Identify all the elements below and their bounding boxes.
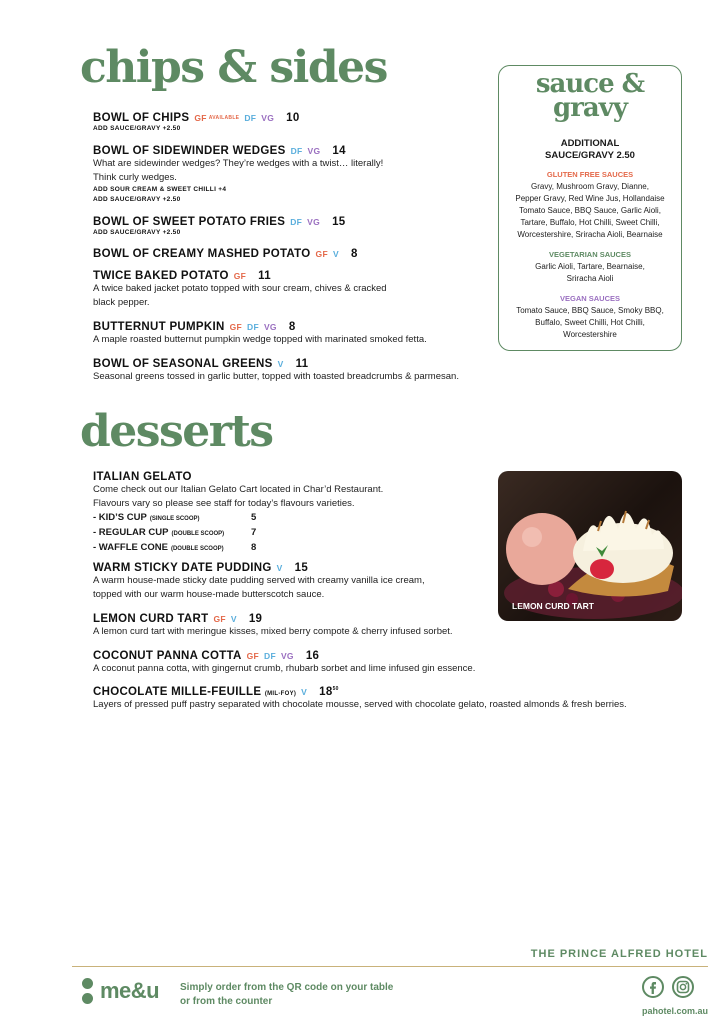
gelato-option: [93, 526, 493, 541]
side-item-chips: [93, 112, 493, 134]
item-title: COCONUT PANNA COTTA: [93, 650, 242, 662]
v-tag: V: [230, 614, 237, 624]
price-cents: 50: [332, 686, 339, 693]
item-title: BOWL OF SEASONAL GREENS: [93, 358, 273, 370]
dessert-item-panna-cotta: [93, 650, 533, 676]
desserts-heading: desserts: [80, 406, 273, 457]
option-note: (DOUBLE SCOOP): [170, 546, 224, 552]
available-note: AVAILABLE: [208, 114, 240, 121]
item-description: Come check out our Italian Gelato Cart located in Char’d Restaurant.: [93, 484, 384, 495]
website-link[interactable]: pahotel.com.au: [641, 1006, 708, 1016]
option-label: - WAFFLE CONE: [93, 542, 168, 553]
option-label: - REGULAR CUP: [93, 527, 169, 538]
item-addon: ADD SAUCE/GRAVY +2.50: [93, 196, 181, 203]
item-title: CHOCOLATE MILLE-FEUILLE: [93, 686, 262, 698]
sauce-title-line: gravy: [553, 93, 627, 123]
gf-tag: GF: [194, 113, 207, 123]
side-item-wedges: [93, 145, 493, 205]
option-price: 7: [251, 527, 257, 538]
item-price: 18: [319, 686, 333, 698]
item-description: A maple roasted butternut pumpkin wedge topped with marinated smoked fetta.: [93, 334, 427, 345]
df-tag: DF: [244, 113, 257, 123]
option-note: (SINGLE SCOOP): [149, 516, 200, 522]
item-price: 8: [350, 248, 358, 260]
vg-tag: VG: [263, 322, 277, 332]
item-title: TWICE BAKED POTATO: [93, 270, 229, 282]
option-note: (DOUBLE SCOOP): [171, 531, 225, 537]
gluten-free-sauces-list: [505, 181, 675, 241]
v-tag: V: [301, 687, 308, 697]
item-addon: ADD SAUCE/GRAVY +2.50: [93, 125, 181, 132]
item-description: Flavours vary so please see staff for today’s flavours varieties.: [93, 498, 355, 509]
item-description: A lemon curd tart with meringue kisses, mixed berry compote & cherry infused sorbet.: [93, 626, 453, 637]
side-item-butternut: [93, 321, 493, 347]
df-tag: DF: [290, 146, 303, 156]
vg-tag: VG: [261, 113, 275, 123]
item-title: BUTTERNUT PUMPKIN: [93, 321, 225, 333]
item-price: 16: [305, 650, 320, 662]
item-title: BOWL OF SIDEWINDER WEDGES: [93, 145, 286, 157]
df-tag: DF: [264, 651, 276, 661]
item-title: BOWL OF CREAMY MASHED POTATO: [93, 248, 311, 260]
additional-sauce-price: [499, 138, 681, 162]
footer-divider: [72, 966, 708, 967]
sauce-line: Tartare, Buffalo, Hot Chilli, Sweet Chilli,: [520, 218, 660, 227]
v-tag: V: [277, 359, 284, 369]
meandu-logo: [82, 976, 159, 1006]
item-price: 15: [332, 216, 346, 228]
vg-tag: VG: [280, 651, 294, 661]
item-title: ITALIAN GELATO: [93, 471, 192, 483]
item-title: BOWL OF CHIPS: [93, 112, 190, 124]
v-tag: V: [332, 249, 339, 259]
dessert-item-sticky-date: [93, 562, 493, 602]
sauce-gravy-panel: [498, 65, 682, 351]
tart-illustration: [498, 471, 682, 621]
item-addon: ADD SAUCE/GRAVY +2.50: [93, 229, 181, 236]
sauce-line: Worcestershire, Sriracha Aioli, Bearnaise: [517, 230, 663, 239]
vg-tag: VG: [307, 217, 321, 227]
sauce-line: Gravy, Mushroom Gravy, Dianne,: [531, 182, 649, 191]
dessert-item-lemon-curd: [93, 613, 513, 639]
side-item-sweet-potato: [93, 216, 493, 238]
side-item-mashed-potato: [93, 248, 493, 260]
option-price: 8: [251, 542, 257, 553]
qr-line: or from the counter: [180, 996, 273, 1007]
sauce-gravy-heading: [499, 69, 681, 123]
meandu-dots-icon: [82, 976, 96, 1006]
item-price: 11: [258, 270, 271, 282]
option-price: 5: [251, 512, 257, 523]
qr-line: Simply order from the QR code on your table: [180, 982, 394, 993]
item-description: A coconut panna cotta, with gingernut crumb, rhubarb sorbet and lime infused gin essence.: [93, 663, 476, 674]
item-title: LEMON CURD TART: [93, 613, 209, 625]
sauce-title-line: sauce &: [535, 69, 645, 99]
dessert-item-mille-feuille: [93, 686, 693, 712]
item-description: Think curly wedges.: [93, 172, 177, 183]
facebook-icon[interactable]: [642, 976, 664, 998]
item-title: WARM STICKY DATE PUDDING: [93, 562, 272, 574]
item-description: A warm house-made sticky date pudding served with creamy vanilla ice cream,: [93, 575, 425, 586]
sauce-line: Pepper Gravy, Red Wine Jus, Hollandaise: [515, 194, 665, 203]
gelato-option: [93, 511, 493, 526]
gelato-option: [93, 541, 493, 556]
hotel-name: THE PRINCE ALFRED HOTEL: [530, 948, 708, 960]
gf-tag: GF: [233, 271, 247, 281]
instagram-icon[interactable]: [672, 976, 694, 998]
item-price: 8: [288, 321, 296, 333]
vegan-sauces-heading: VEGAN SAUCES: [559, 294, 620, 303]
qr-order-instructions: [180, 981, 393, 1009]
dessert-item-gelato: [93, 471, 493, 556]
gf-tag: GF: [229, 322, 243, 332]
item-description: What are sidewinder wedges? They’re wedges with a twist… literally!: [93, 158, 384, 169]
option-label: - KID’S CUP: [93, 512, 147, 523]
sauce-line: Garlic Aioli, Tartare, Bearnaise,: [535, 262, 645, 271]
item-description: A twice baked jacket potato topped with sour cream, chives & cracked: [93, 283, 387, 294]
gf-tag: GF: [246, 651, 259, 661]
sauce-line: Tomato Sauce, BBQ Sauce, Garlic Aioli,: [519, 206, 661, 215]
gf-tag: GF: [213, 614, 226, 624]
item-price: 19: [248, 613, 263, 625]
df-tag: DF: [290, 217, 303, 227]
item-description: Layers of pressed puff pastry separated with chocolate mousse, served with chocolate gelato, roasted almonds & fresh berries.: [93, 699, 627, 710]
item-price: 14: [332, 145, 346, 157]
sauce-line: Buffalo, Sweet Chilli, Hot Chilli,: [535, 318, 645, 327]
sauce-line: Tomato Sauce, BBQ Sauce, Smoky BBQ,: [516, 306, 664, 315]
vegetarian-sauces-heading: VEGETARIAN SAUCES: [549, 250, 631, 259]
item-price: 11: [295, 358, 309, 370]
sauce-line: Worcestershire: [563, 330, 617, 339]
side-item-twice-baked: [93, 270, 493, 310]
additional-label: ADDITIONAL: [560, 138, 620, 149]
photo-caption: LEMON CURD TART: [512, 601, 594, 611]
sauce-line: Sriracha Aioli: [566, 274, 614, 283]
additional-price: SAUCE/GRAVY 2.50: [545, 150, 635, 161]
item-description: Seasonal greens tossed in garlic butter, topped with toasted breadcrumbs & parmesan.: [93, 371, 459, 382]
meandu-wordmark: me&u: [100, 978, 160, 1003]
gf-tag: GF: [315, 249, 328, 259]
vg-tag: VG: [307, 146, 321, 156]
side-item-greens: [93, 358, 513, 384]
gluten-free-sauces-heading: GLUTEN FREE SAUCES: [546, 170, 634, 179]
chips-sides-heading: chips & sides: [80, 42, 387, 93]
item-description: topped with our warm house-made butterscotch sauce.: [93, 589, 325, 600]
item-price: 10: [286, 112, 300, 124]
vegetarian-sauces-list: [505, 261, 675, 285]
lemon-curd-tart-photo: [498, 471, 682, 621]
item-description: black pepper.: [93, 297, 150, 308]
item-addon: ADD SOUR CREAM & SWEET CHILLI +4: [93, 186, 227, 193]
v-tag: V: [276, 563, 283, 573]
vegan-sauces-list: [505, 305, 675, 341]
item-title: BOWL OF SWEET POTATO FRIES: [93, 216, 286, 228]
title-note: (MIL-FOY): [264, 691, 297, 697]
item-price: 15: [294, 562, 309, 574]
df-tag: DF: [247, 322, 259, 332]
